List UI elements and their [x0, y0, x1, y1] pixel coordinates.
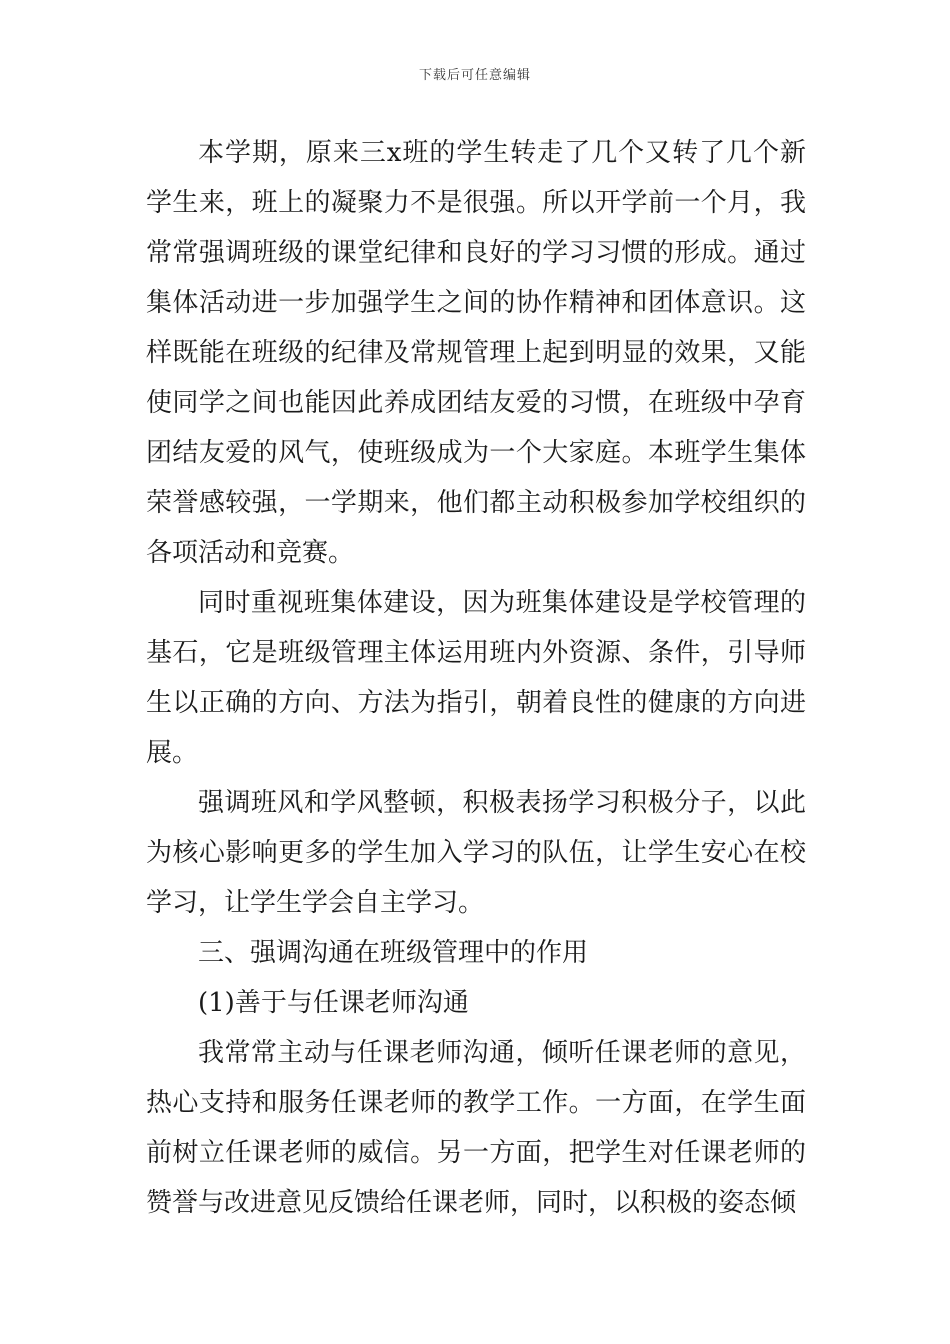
section-heading-communication: 三、强调沟通在班级管理中的作用 — [198, 938, 589, 968]
paragraph-class-building: 同时重视班集体建设，因为班集体建设是学校管理的基石，它是班级管理主体运用班内外资源、条件，引导师生以正确的方向、方法为指引，朝着良性的健康的方向进展。 — [146, 588, 806, 768]
paragraph-class-cohesion: 本学期，原来三x班的学生转走了几个又转了几个新学生来，班上的凝聚力不是很强。所以开学前一个月，我常常强调班级的课堂纪律和良好的学习习惯的形成。通过集体活动进一步加强学生之间的协作精神和团体意识。这样既能在班级的纪律及常规管理上起到明显的效果，又能使同学之间也能因此养成团结友爱的习惯，在班级中孕育团结友爱的风气，使班级成为一个大家庭。本班学生集体荣誉感较强，一学期来，他们都主动积极参加学校组织的各项活动和竞赛。 — [146, 138, 806, 568]
paragraph-study-style: 强调班风和学风整顿，积极表扬学习积极分子，以此为核心影响更多的学生加入学习的队伍，让学生安心在校学习，让学生学会自主学习。 — [146, 788, 806, 918]
header-note: 下载后可任意编辑 — [418, 68, 531, 83]
document-body — [146, 128, 806, 1228]
paragraph-teacher-communication: 我常常主动与任课老师沟通，倾听任课老师的意见，热心支持和服务任课老师的教学工作。一方面，在学生面前树立任课老师的威信。另一方面，把学生对任课老师的赞誉与改进意见反馈给任课老师，同时，以积极的姿态倾 — [146, 1038, 806, 1218]
subheading-teacher-communication: (1)善于与任课老师沟通 — [198, 988, 469, 1018]
